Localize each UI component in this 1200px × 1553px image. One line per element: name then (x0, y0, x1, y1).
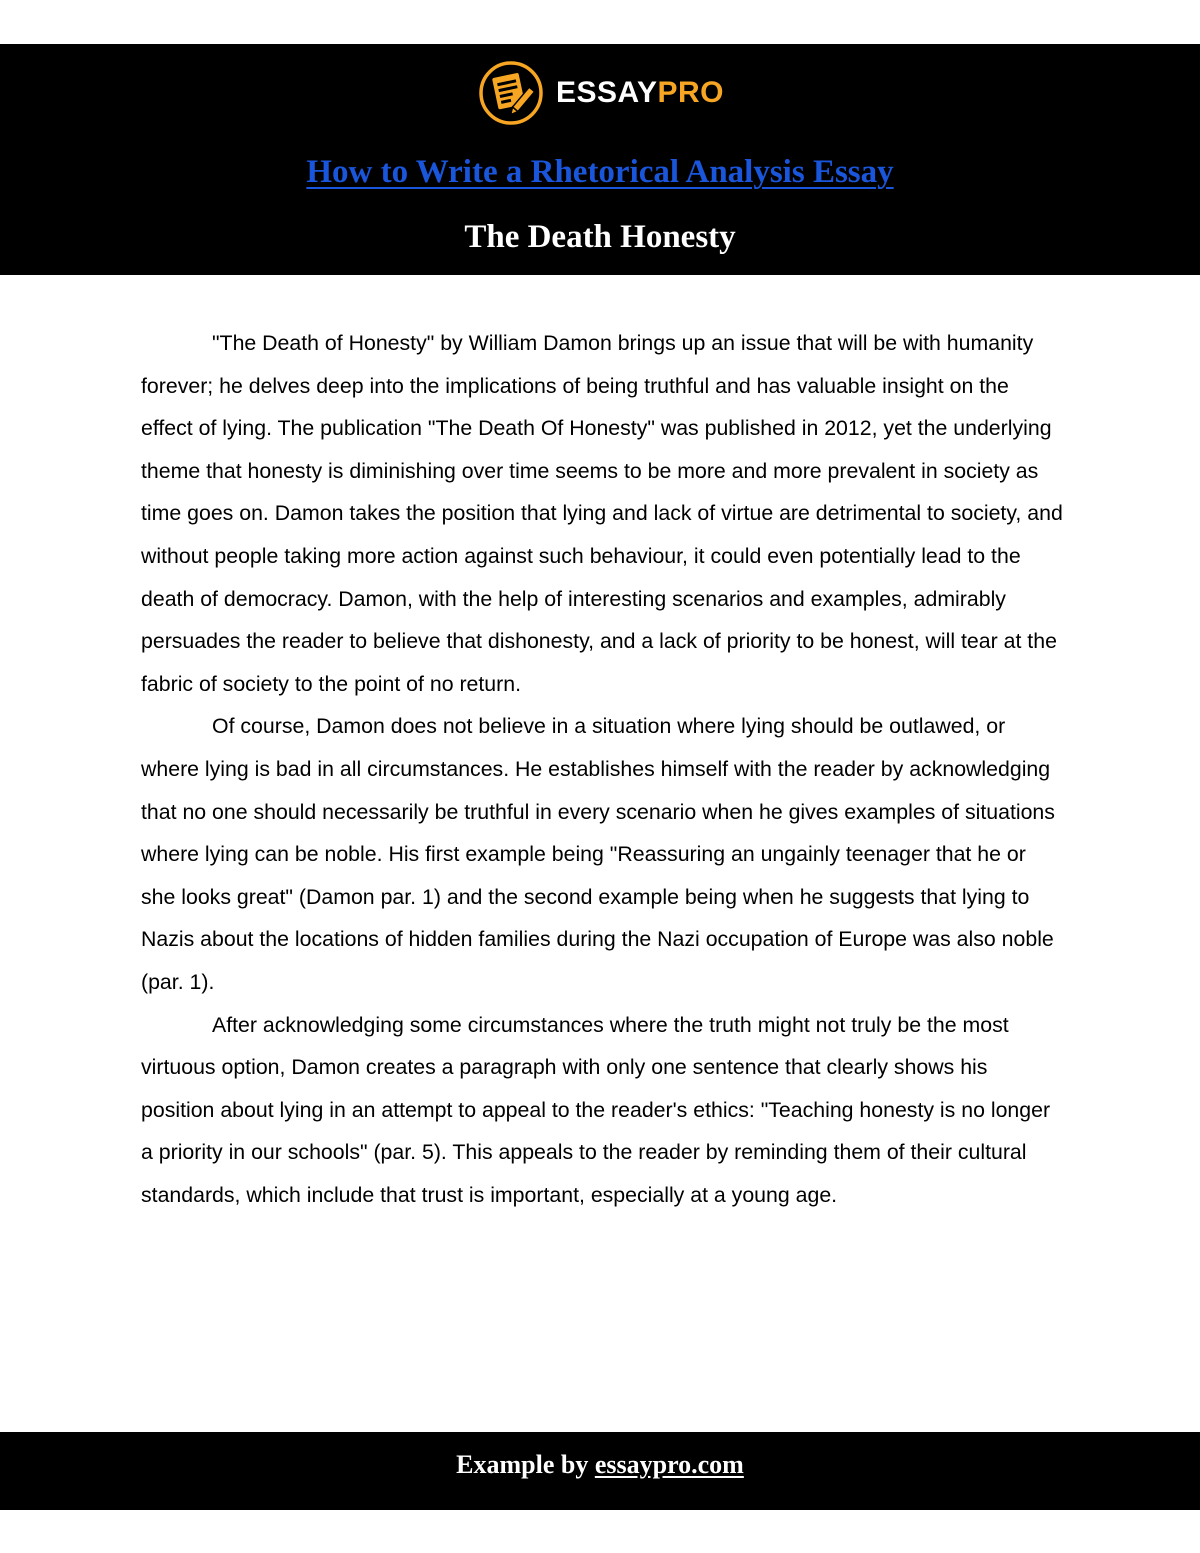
brand-wordmark (556, 76, 724, 110)
essay-body (141, 322, 1066, 1216)
essay-paragraph-1: "The Death of Honesty" by William Damon brings up an issue that will be with humanity forever; he delves deep into the implications of being truthful and has valuable insight on the effect of lying. The publication "The Death Of Honesty" was published in 2012, yet the underlying theme that honesty is diminishing over time seems to be more and more prevalent in society as time goes on. Damon takes the position that lying and lack of virtue are detrimental to society, and without people taking more action against such behaviour, it could even potentially lead to the death of democracy. Damon, with the help of interesting scenarios and examples, admirably persuades the reader to believe that dishonesty, and a lack of priority to be honest, will tear at the fabric of society to the point of no return. (141, 331, 1063, 696)
brand-accent-text: PRO (657, 76, 724, 109)
brand-primary-text: ESSAY (556, 76, 658, 109)
footer-site-link[interactable]: essaypro.com (594, 1450, 744, 1479)
footer-credit (0, 1450, 1200, 1480)
footer-banner (0, 1432, 1200, 1510)
essay-paragraph-3: After acknowledging some circumstances where the truth might not truly be the most virtuous option, Damon creates a paragraph with only one sentence that clearly shows his position about lying in an attempt to appeal to the reader's ethics: "Teaching honesty is no longer a priority in our schools" (par. 5). This appeals to the reader by reminding them of their cultural standards, which include that trust is important, especially at a young age. (141, 1012, 1051, 1207)
essay-document-pen-icon (478, 60, 544, 126)
brand-logo[interactable] (478, 60, 724, 126)
essay-paragraph-2: Of course, Damon does not believe in a situation where lying should be outlawed, or where lying is bad in all circumstances. He establishes himself with the reader by acknowledging that no one should necessarily be truthful in every scenario when he gives examples of situations where lying can be noble. His first example being "Reassuring an ungainly teenager that he or she looks great" (Damon par. 1) and the second example being when he suggests that lying to Nazis about the locations of hidden families during the Nazi occupation of Europe was also noble (par. 1). (141, 714, 1055, 994)
footer-prefix: Example by (456, 1450, 595, 1479)
header-banner (0, 44, 1200, 275)
essay-subtitle: The Death Honesty (464, 219, 736, 255)
page-title-link[interactable]: How to Write a Rhetorical Analysis Essay (306, 154, 894, 190)
